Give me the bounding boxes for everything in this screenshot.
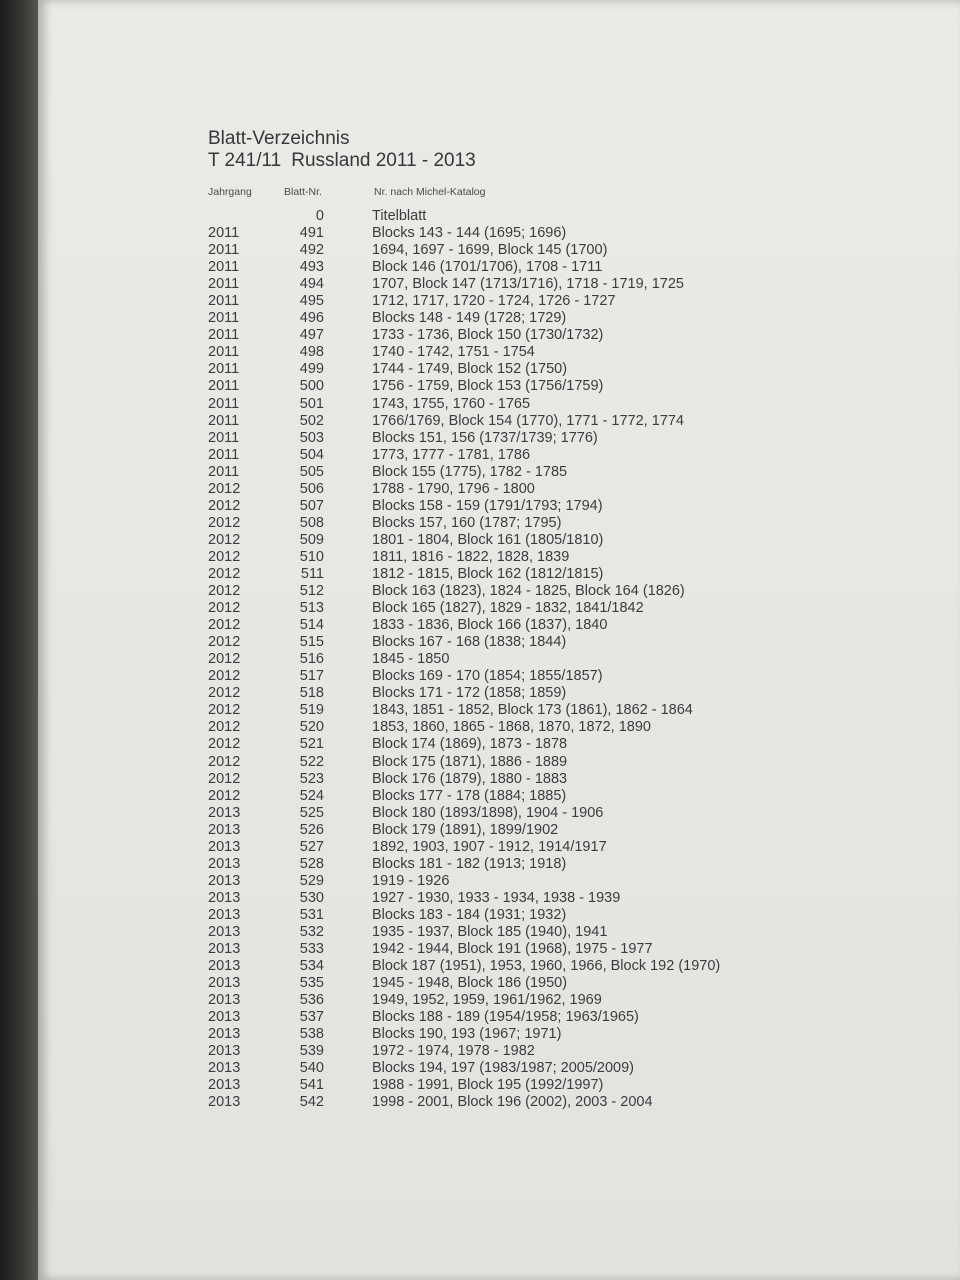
table-row <box>204 242 904 259</box>
row-year: 2011 <box>208 242 240 259</box>
row-sheet-number: 536 <box>299 992 324 1009</box>
row-sheet-number: 492 <box>299 242 324 259</box>
row-sheet-number: 530 <box>299 889 324 906</box>
row-catalog-numbers: Block 163 (1823), 1824 - 1825, Block 164 (1826) <box>372 583 685 600</box>
row-year: 2012 <box>208 514 241 531</box>
row-year: 2013 <box>208 1077 241 1094</box>
row-catalog-numbers: 1773, 1777 - 1781, 1786 <box>372 446 531 463</box>
table-row <box>204 890 904 907</box>
table-row <box>204 924 904 941</box>
table-row <box>204 600 904 617</box>
table-row <box>204 907 904 924</box>
row-catalog-numbers: 1733 - 1736, Block 150 (1730/1732) <box>372 327 604 344</box>
table-row <box>204 413 904 430</box>
table-row <box>204 532 904 549</box>
row-year: 2012 <box>208 617 241 634</box>
table-row <box>204 430 904 447</box>
row-catalog-numbers: Blocks 157, 160 (1787; 1795) <box>372 514 562 531</box>
row-year: 2012 <box>208 565 241 582</box>
row-catalog-numbers: Blocks 143 - 144 (1695; 1696) <box>372 225 567 242</box>
table-row <box>204 617 904 634</box>
row-sheet-number: 491 <box>299 225 324 242</box>
table-row <box>204 1043 904 1060</box>
table-row <box>204 259 904 276</box>
row-catalog-numbers: Block 174 (1869), 1873 - 1878 <box>372 736 568 753</box>
row-sheet-number: 523 <box>299 770 324 787</box>
row-sheet-number: 494 <box>299 276 324 293</box>
row-catalog-numbers: Blocks 177 - 178 (1884; 1885) <box>372 787 567 804</box>
row-catalog-numbers: 1766/1769, Block 154 (1770), 1771 - 1772, 1774 <box>372 412 684 429</box>
row-year: 2011 <box>208 259 240 276</box>
row-sheet-number: 516 <box>299 651 324 668</box>
table-row <box>204 566 904 583</box>
row-catalog-numbers: Titelblatt <box>372 208 427 224</box>
row-sheet-number: 525 <box>299 804 324 821</box>
row-catalog-numbers: Blocks 188 - 189 (1954/1958; 1963/1965) <box>372 1009 639 1026</box>
row-sheet-number: 505 <box>299 463 324 480</box>
table-row <box>204 310 904 327</box>
row-sheet-number: 534 <box>299 958 324 975</box>
row-sheet-number: 524 <box>299 787 324 804</box>
row-sheet-number: 542 <box>299 1094 324 1111</box>
row-year: 2012 <box>208 548 241 565</box>
row-catalog-numbers: Blocks 183 - 184 (1931; 1932) <box>372 906 567 923</box>
row-sheet-number: 533 <box>299 941 324 958</box>
table-row <box>204 839 904 856</box>
row-year: 2011 <box>208 412 240 429</box>
row-sheet-number: 531 <box>299 906 324 923</box>
row-year: 2013 <box>208 821 241 838</box>
row-year: 2013 <box>208 992 241 1009</box>
row-catalog-numbers: 1927 - 1930, 1933 - 1934, 1938 - 1939 <box>372 889 621 906</box>
row-year: 2011 <box>208 293 240 310</box>
table-row <box>204 685 904 702</box>
row-sheet-number: 510 <box>299 548 324 565</box>
table-row <box>204 1077 904 1094</box>
table-row <box>204 276 904 293</box>
row-sheet-number: 501 <box>299 395 324 412</box>
row-year: 2013 <box>208 975 241 992</box>
table-row <box>204 822 904 839</box>
table-row <box>204 992 904 1009</box>
row-year: 2013 <box>208 889 241 906</box>
row-sheet-number: 508 <box>299 514 324 531</box>
row-catalog-numbers: Block 146 (1701/1706), 1708 - 1711 <box>372 259 603 276</box>
table-row <box>204 361 904 378</box>
row-sheet-number: 506 <box>299 480 324 497</box>
row-catalog-numbers: Block 165 (1827), 1829 - 1832, 1841/1842 <box>372 600 644 617</box>
table-row <box>204 208 904 225</box>
table-row <box>204 1060 904 1077</box>
table-row <box>204 941 904 958</box>
row-catalog-numbers: 1833 - 1836, Block 166 (1837), 1840 <box>372 617 608 634</box>
row-sheet-number: 500 <box>299 378 324 395</box>
row-sheet-number: 522 <box>299 753 324 770</box>
row-year: 2013 <box>208 958 241 975</box>
column-headers <box>204 186 904 208</box>
row-sheet-number: 520 <box>299 719 324 736</box>
row-catalog-numbers: 1788 - 1790, 1796 - 1800 <box>372 480 535 497</box>
table-row <box>204 668 904 685</box>
row-sheet-number: 526 <box>299 821 324 838</box>
row-sheet-number: 499 <box>299 361 324 378</box>
row-sheet-number: 514 <box>299 617 324 634</box>
row-year: 2011 <box>208 310 240 327</box>
row-catalog-numbers: 1845 - 1850 <box>372 651 450 668</box>
album-country-range: Russland 2011 - 2013 <box>291 150 476 171</box>
album-code: T 241/11 <box>208 150 282 171</box>
row-catalog-numbers: 1988 - 1991, Block 195 (1992/1997) <box>372 1077 604 1094</box>
row-catalog-numbers: Blocks 158 - 159 (1791/1793; 1794) <box>372 497 603 514</box>
table-row <box>204 719 904 736</box>
row-catalog-numbers: Block 180 (1893/1898), 1904 - 1906 <box>372 804 604 821</box>
album-edge-shadow <box>0 0 40 1280</box>
row-catalog-numbers: Blocks 167 - 168 (1838; 1844) <box>372 634 567 651</box>
page-subtitle <box>208 150 904 172</box>
row-sheet-number: 539 <box>299 1043 324 1060</box>
row-year: 2013 <box>208 804 241 821</box>
row-sheet-number: 538 <box>299 1026 324 1043</box>
row-catalog-numbers: Block 176 (1879), 1880 - 1883 <box>372 770 568 787</box>
row-year: 2011 <box>208 395 240 412</box>
row-year: 2013 <box>208 872 241 889</box>
row-sheet-number: 509 <box>299 531 324 548</box>
row-catalog-numbers: 1935 - 1937, Block 185 (1940), 1941 <box>372 923 608 940</box>
table-row <box>204 702 904 719</box>
row-sheet-number: 519 <box>299 702 324 719</box>
row-catalog-numbers: Blocks 169 - 170 (1854; 1855/1857) <box>372 668 603 685</box>
table-row <box>204 873 904 890</box>
row-sheet-number: 497 <box>299 327 324 344</box>
row-year: 2011 <box>208 327 240 344</box>
table-row <box>204 327 904 344</box>
row-sheet-number: 528 <box>299 855 324 872</box>
table-row <box>204 515 904 532</box>
table-row <box>204 1026 904 1043</box>
table-row <box>204 754 904 771</box>
row-sheet-number: 537 <box>299 1009 324 1026</box>
row-catalog-numbers: 1740 - 1742, 1751 - 1754 <box>372 344 535 361</box>
row-year: 2012 <box>208 634 241 651</box>
row-catalog-numbers: 1972 - 1974, 1978 - 1982 <box>372 1043 535 1060</box>
table-row <box>204 481 904 498</box>
table-row <box>204 378 904 395</box>
row-catalog-numbers: 1712, 1717, 1720 - 1724, 1726 - 1727 <box>372 293 616 310</box>
row-sheet-number: 0 <box>315 208 324 224</box>
row-year: 2012 <box>208 685 241 702</box>
row-catalog-numbers: 1853, 1860, 1865 - 1868, 1870, 1872, 1890 <box>372 719 651 736</box>
page-title: Blatt-Verzeichnis <box>208 128 350 149</box>
row-sheet-number: 535 <box>299 975 324 992</box>
row-year: 2011 <box>208 276 240 293</box>
row-catalog-numbers: 1843, 1851 - 1852, Block 173 (1861), 1862 - 1864 <box>372 702 693 719</box>
row-year: 2013 <box>208 941 241 958</box>
row-catalog-numbers: Block 175 (1871), 1886 - 1889 <box>372 753 568 770</box>
header-year: Jahrgang <box>208 186 252 198</box>
row-sheet-number: 493 <box>299 259 324 276</box>
table-row <box>204 549 904 566</box>
row-sheet-number: 498 <box>299 344 324 361</box>
row-sheet-number: 504 <box>299 446 324 463</box>
row-catalog-numbers: 1756 - 1759, Block 153 (1756/1759) <box>372 378 604 395</box>
row-year: 2013 <box>208 838 241 855</box>
row-catalog-numbers: 1707, Block 147 (1713/1716), 1718 - 1719, 1725 <box>372 276 684 293</box>
row-year: 2011 <box>208 225 240 242</box>
row-sheet-number: 512 <box>299 583 324 600</box>
row-year: 2013 <box>208 855 241 872</box>
row-sheet-number: 529 <box>299 872 324 889</box>
row-sheet-number: 532 <box>299 923 324 940</box>
row-catalog-numbers: 1892, 1903, 1907 - 1912, 1914/1917 <box>372 838 607 855</box>
table-row <box>204 856 904 873</box>
row-sheet-number: 511 <box>300 565 324 582</box>
row-year: 2012 <box>208 787 241 804</box>
row-year: 2013 <box>208 1026 241 1043</box>
table-row <box>204 344 904 361</box>
row-sheet-number: 507 <box>299 497 324 514</box>
row-sheet-number: 503 <box>299 429 324 446</box>
row-year: 2012 <box>208 480 241 497</box>
row-year: 2012 <box>208 753 241 770</box>
table-row <box>204 771 904 788</box>
row-year: 2011 <box>208 463 240 480</box>
row-sheet-number: 521 <box>299 736 324 753</box>
row-year: 2011 <box>208 378 240 395</box>
table-row <box>204 788 904 805</box>
table-row <box>204 447 904 464</box>
row-catalog-numbers: Blocks 181 - 182 (1913; 1918) <box>372 855 567 872</box>
row-year: 2013 <box>208 1060 241 1077</box>
row-sheet-number: 515 <box>299 634 324 651</box>
row-year: 2013 <box>208 923 241 940</box>
table-row <box>204 1094 904 1111</box>
row-catalog-numbers: 1743, 1755, 1760 - 1765 <box>372 395 531 412</box>
row-catalog-numbers: 1801 - 1804, Block 161 (1805/1810) <box>372 531 604 548</box>
row-catalog-numbers: 1949, 1952, 1959, 1961/1962, 1969 <box>372 992 602 1009</box>
table-row <box>204 225 904 242</box>
row-year: 2012 <box>208 651 241 668</box>
row-catalog-numbers: Blocks 171 - 172 (1858; 1859) <box>372 685 567 702</box>
row-year: 2012 <box>208 719 241 736</box>
row-catalog-numbers: 1744 - 1749, Block 152 (1750) <box>372 361 568 378</box>
row-year: 2011 <box>208 344 240 361</box>
row-year: 2013 <box>208 1043 241 1060</box>
row-sheet-number: 495 <box>299 293 324 310</box>
row-year: 2012 <box>208 736 241 753</box>
row-catalog-numbers: Block 179 (1891), 1899/1902 <box>372 821 559 838</box>
row-catalog-numbers: Blocks 151, 156 (1737/1739; 1776) <box>372 429 598 446</box>
row-year: 2012 <box>208 600 241 617</box>
row-sheet-number: 541 <box>299 1077 324 1094</box>
row-sheet-number: 527 <box>299 838 324 855</box>
index-page <box>38 0 960 1280</box>
row-sheet-number: 496 <box>299 310 324 327</box>
row-catalog-numbers: Block 155 (1775), 1782 - 1785 <box>372 463 568 480</box>
row-sheet-number: 502 <box>299 412 324 429</box>
row-year: 2012 <box>208 583 241 600</box>
header-sheet-number: Blatt-Nr. <box>284 186 322 198</box>
row-year: 2012 <box>208 497 241 514</box>
row-catalog-numbers: 1919 - 1926 <box>372 872 450 889</box>
table-row <box>204 498 904 515</box>
table-row <box>204 464 904 481</box>
table-row <box>204 958 904 975</box>
row-catalog-numbers: Blocks 148 - 149 (1728; 1729) <box>372 310 567 327</box>
table-row <box>204 293 904 310</box>
table-row <box>204 805 904 822</box>
row-year: 2012 <box>208 668 241 685</box>
table-row <box>204 583 904 600</box>
table-row <box>204 634 904 651</box>
row-catalog-numbers: Blocks 190, 193 (1967; 1971) <box>372 1026 562 1043</box>
row-year: 2013 <box>208 1009 241 1026</box>
table-row <box>204 975 904 992</box>
table-row <box>204 651 904 668</box>
row-catalog-numbers: 1942 - 1944, Block 191 (1968), 1975 - 1977 <box>372 941 653 958</box>
row-year: 2011 <box>208 361 240 378</box>
row-catalog-numbers: 1998 - 2001, Block 196 (2002), 2003 - 2004 <box>372 1094 653 1111</box>
row-year: 2012 <box>208 702 241 719</box>
table-row <box>204 396 904 413</box>
table-row <box>204 1009 904 1026</box>
row-catalog-numbers: 1811, 1816 - 1822, 1828, 1839 <box>372 548 570 565</box>
row-year: 2011 <box>208 446 240 463</box>
row-catalog-numbers: 1812 - 1815, Block 162 (1812/1815) <box>372 565 604 582</box>
row-sheet-number: 513 <box>299 600 324 617</box>
row-sheet-number: 540 <box>299 1060 324 1077</box>
row-year: 2013 <box>208 906 241 923</box>
table-row <box>204 736 904 753</box>
row-sheet-number: 518 <box>299 685 324 702</box>
row-catalog-numbers: Blocks 194, 197 (1983/1987; 2005/2009) <box>372 1060 635 1077</box>
index-content <box>204 128 904 1111</box>
row-year: 2013 <box>208 1094 241 1111</box>
row-year: 2011 <box>208 429 240 446</box>
row-sheet-number: 517 <box>299 668 324 685</box>
row-year: 2012 <box>208 531 241 548</box>
row-catalog-numbers: 1945 - 1948, Block 186 (1950) <box>372 975 568 992</box>
row-catalog-numbers: Block 187 (1951), 1953, 1960, 1966, Block 192 (1970) <box>372 958 721 975</box>
row-year: 2012 <box>208 770 241 787</box>
index-table <box>204 208 904 1111</box>
header-catalog-number: Nr. nach Michel-Katalog <box>374 186 486 198</box>
row-catalog-numbers: 1694, 1697 - 1699, Block 145 (1700) <box>372 242 608 259</box>
